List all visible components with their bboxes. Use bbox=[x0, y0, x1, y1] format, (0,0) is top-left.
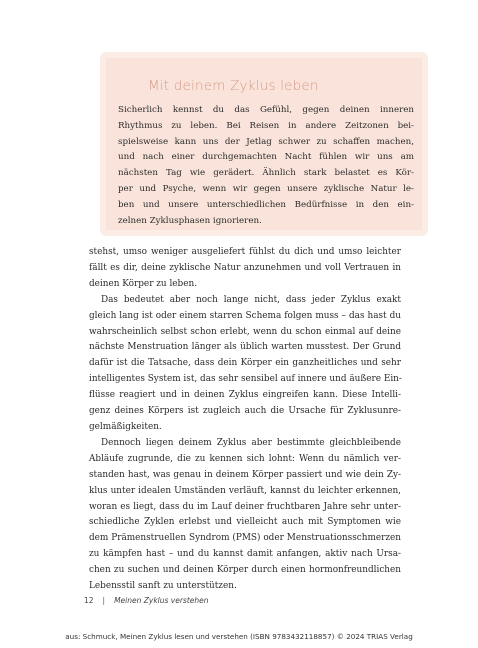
info-box-text bbox=[118, 103, 414, 229]
body-line: flüsse reagiert und in deinen Zyklus eingreifen kann. Diese Intelli- bbox=[89, 390, 401, 401]
body-line: intelligentes System ist, das sehr sensibel auf innere und äußere Ein- bbox=[89, 374, 402, 385]
body-line: standen hast, was genau in deinem Körper passiert und wie dein Zy- bbox=[89, 469, 401, 480]
body-line: Lebensstil sanft zu unterstützen. bbox=[89, 581, 237, 592]
info-box-line: Rhythmus zu leben. Bei Reisen in andere Zeitzonen bei- bbox=[118, 120, 414, 131]
running-title: Meinen Zyklus verstehen bbox=[114, 596, 209, 605]
body-line: fällt es dir, deine zyklische Natur anzunehmen und voll Vertrauen in bbox=[89, 262, 401, 273]
info-box-line: und nach einer durchgemachten Nacht fühlen wir uns am bbox=[118, 152, 414, 163]
info-box-line: per und Psyche, wenn wir gegen unsere zyklische Natur le- bbox=[118, 183, 414, 194]
body-line: gleich lang ist oder einem starren Schema folgen muss – das hast du bbox=[89, 310, 401, 321]
body-line: genz deines Körpers ist zugleich auch die Ursache für Zyklusunre- bbox=[89, 406, 401, 417]
info-box-line: zelnen Zyklusphasen ignorieren. bbox=[118, 215, 262, 226]
info-box-title: Mit deinem Zyklus leben bbox=[148, 78, 319, 94]
body-text bbox=[89, 245, 401, 595]
body-line: Das bedeutet aber noch lange nicht, dass jeder Zyklus exakt bbox=[101, 294, 401, 305]
body-line: schiedliche Zyklen erlebst und vielleicht auch mit Symptomen wie bbox=[89, 517, 401, 528]
body-line: dafür ist die Tatsache, dass dein Körper ein ganzheitliches und sehr bbox=[89, 358, 401, 369]
body-line: zu kämpfen hast – und du kannst damit anfangen, aktiv nach Ursa- bbox=[89, 549, 401, 560]
body-line: chen zu suchen und deinen Körper durch einen hormonfreundlichen bbox=[89, 565, 401, 576]
body-line: dem Prämenstruellen Syndrom (PMS) oder Menstruationsschmerzen bbox=[89, 533, 401, 544]
info-box-line: spielsweise kann uns der Jetlag schwer zu schaffen machen, bbox=[118, 136, 414, 147]
body-line: nächste Menstruation länger als üblich warten musstest. Der Grund bbox=[89, 342, 401, 353]
body-line: stehst, umso weniger ausgeliefert fühlst du dich und umso leichter bbox=[89, 247, 401, 257]
body-line: woran es liegt, dass du im Lauf deiner fruchtbaren Jahre sehr unter- bbox=[89, 501, 401, 512]
info-box-line: ben und unsere unterschiedlichen Bedürfnisse in den ein- bbox=[118, 199, 414, 210]
body-line: wahrscheinlich selbst schon erlebt, wenn du schon einmal auf deine bbox=[89, 326, 401, 337]
footer-separator: | bbox=[102, 596, 106, 605]
body-line: Abläufe zugrunde, die zu kennen sich lohnt: Wenn du nämlich ver- bbox=[89, 453, 401, 464]
page-footer bbox=[84, 596, 209, 605]
body-line: klus unter idealen Umständen verläuft, kannst du leichter erkennen, bbox=[89, 485, 401, 496]
body-line: deinen Körper zu leben. bbox=[89, 278, 198, 289]
info-box-line: nächsten Tag wie gerädert. Ähnlich stark belastet es Kör- bbox=[118, 168, 414, 179]
info-box-line: Sicherlich kennst du das Gefühl, gegen deinen inneren bbox=[118, 105, 414, 115]
body-line: Dennoch liegen deinem Zyklus aber bestimmte gleichbleibende bbox=[101, 437, 401, 448]
body-line: gelmäßigkeiten. bbox=[89, 421, 162, 432]
page-number: 12 bbox=[84, 596, 94, 605]
source-credit: aus: Schmuck, Meinen Zyklus lesen und verstehen (ISBN 9783432118857) © 2024 TRIAS Verlag bbox=[65, 632, 413, 641]
